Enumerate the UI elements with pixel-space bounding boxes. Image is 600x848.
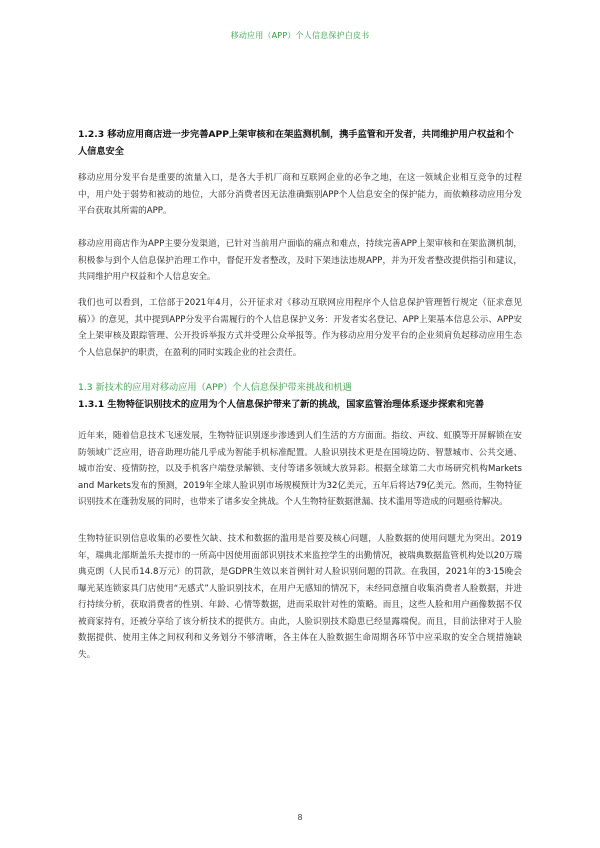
paragraph-miit-regulation: 我们也可以看到，工信部于2021年4月，公开征求对《移动互联网应用程序个人信息保护管理暂行规定（征求意见稿）》的意见，其中提到APP分发平台需履行的个人信息保护义务：开发者实名登记、APP上架基本信息公示、APP安全上架审核及跟踪管理、公开投诉举报方式并受理公众举报等。作为移动应用分发平台的企业须肩负起移动应用生态个人信息保护的职责，在盈利的同时实践企业的社会责任。 [78, 298, 522, 358]
paragraph-4 [78, 428, 522, 511]
paragraph-biometrics-development: 近年来，随着信息技术飞速发展，生物特征识别逐步渗透到人们生活的方方面面。指纹、声纹、虹膜等开屏解锁在安防领域广泛应用，语音助理功能几乎成为智能手机标准配置。人脸识别技术更是在国境边防、智慧城市、公共交通、城市治安、疫情防控，以及手机客户端登录解锁、支付等诸多领域大放异彩。根据全球第二大市场研究机构Markets and Markets发布的预测，2019年全球人脸识别市场规模预计为32亿美元，五年后将达79亿美元。然而，生物特征识别技术在蓬勃发展的同时，也带来了诸多安全挑战。个人生物特征数据泄漏、技术滥用等造成的问题亟待解决。 [78, 431, 522, 507]
page-number: 8 [297, 813, 303, 822]
paragraph-2 [78, 236, 522, 286]
paragraph-app-store: 移动应用商店作为APP主要分发渠道，已针对当前用户面临的痛点和难点，持续完善APP上架审核和在架监测机制，积极参与到个人信息保护治理工作中，督促开发者整改，及时下架违法违规APP，并为开发者整改提供指引和建议，共同维护用户权益和个人信息安全。 [78, 239, 522, 282]
section-heading-1-3: 1.3 新技术的应用对移动应用（APP）个人信息保护带来挑战和机遇 [78, 382, 352, 393]
paragraph-5 [78, 531, 522, 663]
paragraph-distribution-platform: 移动应用分发平台是重要的流量入口，是各大手机厂商和互联网企业的必争之地，在这一领域企业相互竞争的过程中，用户处于弱势和被动的地位，大部分消费者因无法准确甄别APP个人信息安全的保护能力，而依赖移动应用分发平台获取其所需的APP。 [78, 173, 522, 216]
paragraph-3 [78, 295, 522, 361]
section-heading-1-2-3: 1.2.3 移动应用商店进一步完善APP上架审核和在架监测机制，携手监管和开发者，共同维护用户权益和个人信息安全 [78, 129, 514, 157]
paragraph-face-data-abuse: 生物特征识别信息收集的必要性欠缺、技术和数据的滥用是首要及核心问题，人脸数据的使用问题尤为突出。2019年，瑞典北部斯盖乐夫提市的一所高中因使用面部识别技术来监控学生的出勤情况，被瑞典数据监管机构处以20万瑞典克朗（人民币14.8万元）的罚款，是GDPR生效以来首例针对人脸识别问题的罚款。在我国，2021年的3·15晚会曝光某连锁家具门店使用“无感式”人脸识别技术，在用户无感知的情况下，未经同意擅自收集消费者人脸数据，并进行持续分析，获取消费者的性别、年龄、心情等数据，进而采取针对性的策略。而且，这些人脸和用户画像数据不仅被商家持有，还被分享给了该分析技术的提供方。由此，人脸识别技术隐患已经显露端倪。而且，目前法律对于人脸数据提供、使用主体之间权利和义务划分不够清晰，各主体在人脸数据生命周期各环节中应采取的安全合规措施缺失。 [78, 534, 522, 660]
paragraph-1 [78, 170, 522, 220]
section-heading-1-3-1: 1.3.1 生物特征识别技术的应用为个人信息保护带来了新的挑战，国家监管治理体系逐步探索和完善 [78, 399, 485, 410]
section-1-3 [78, 379, 522, 413]
page-header-title: 移动应用（APP）个人信息保护白皮书 [230, 31, 370, 40]
section-1-2-3 [78, 126, 522, 160]
